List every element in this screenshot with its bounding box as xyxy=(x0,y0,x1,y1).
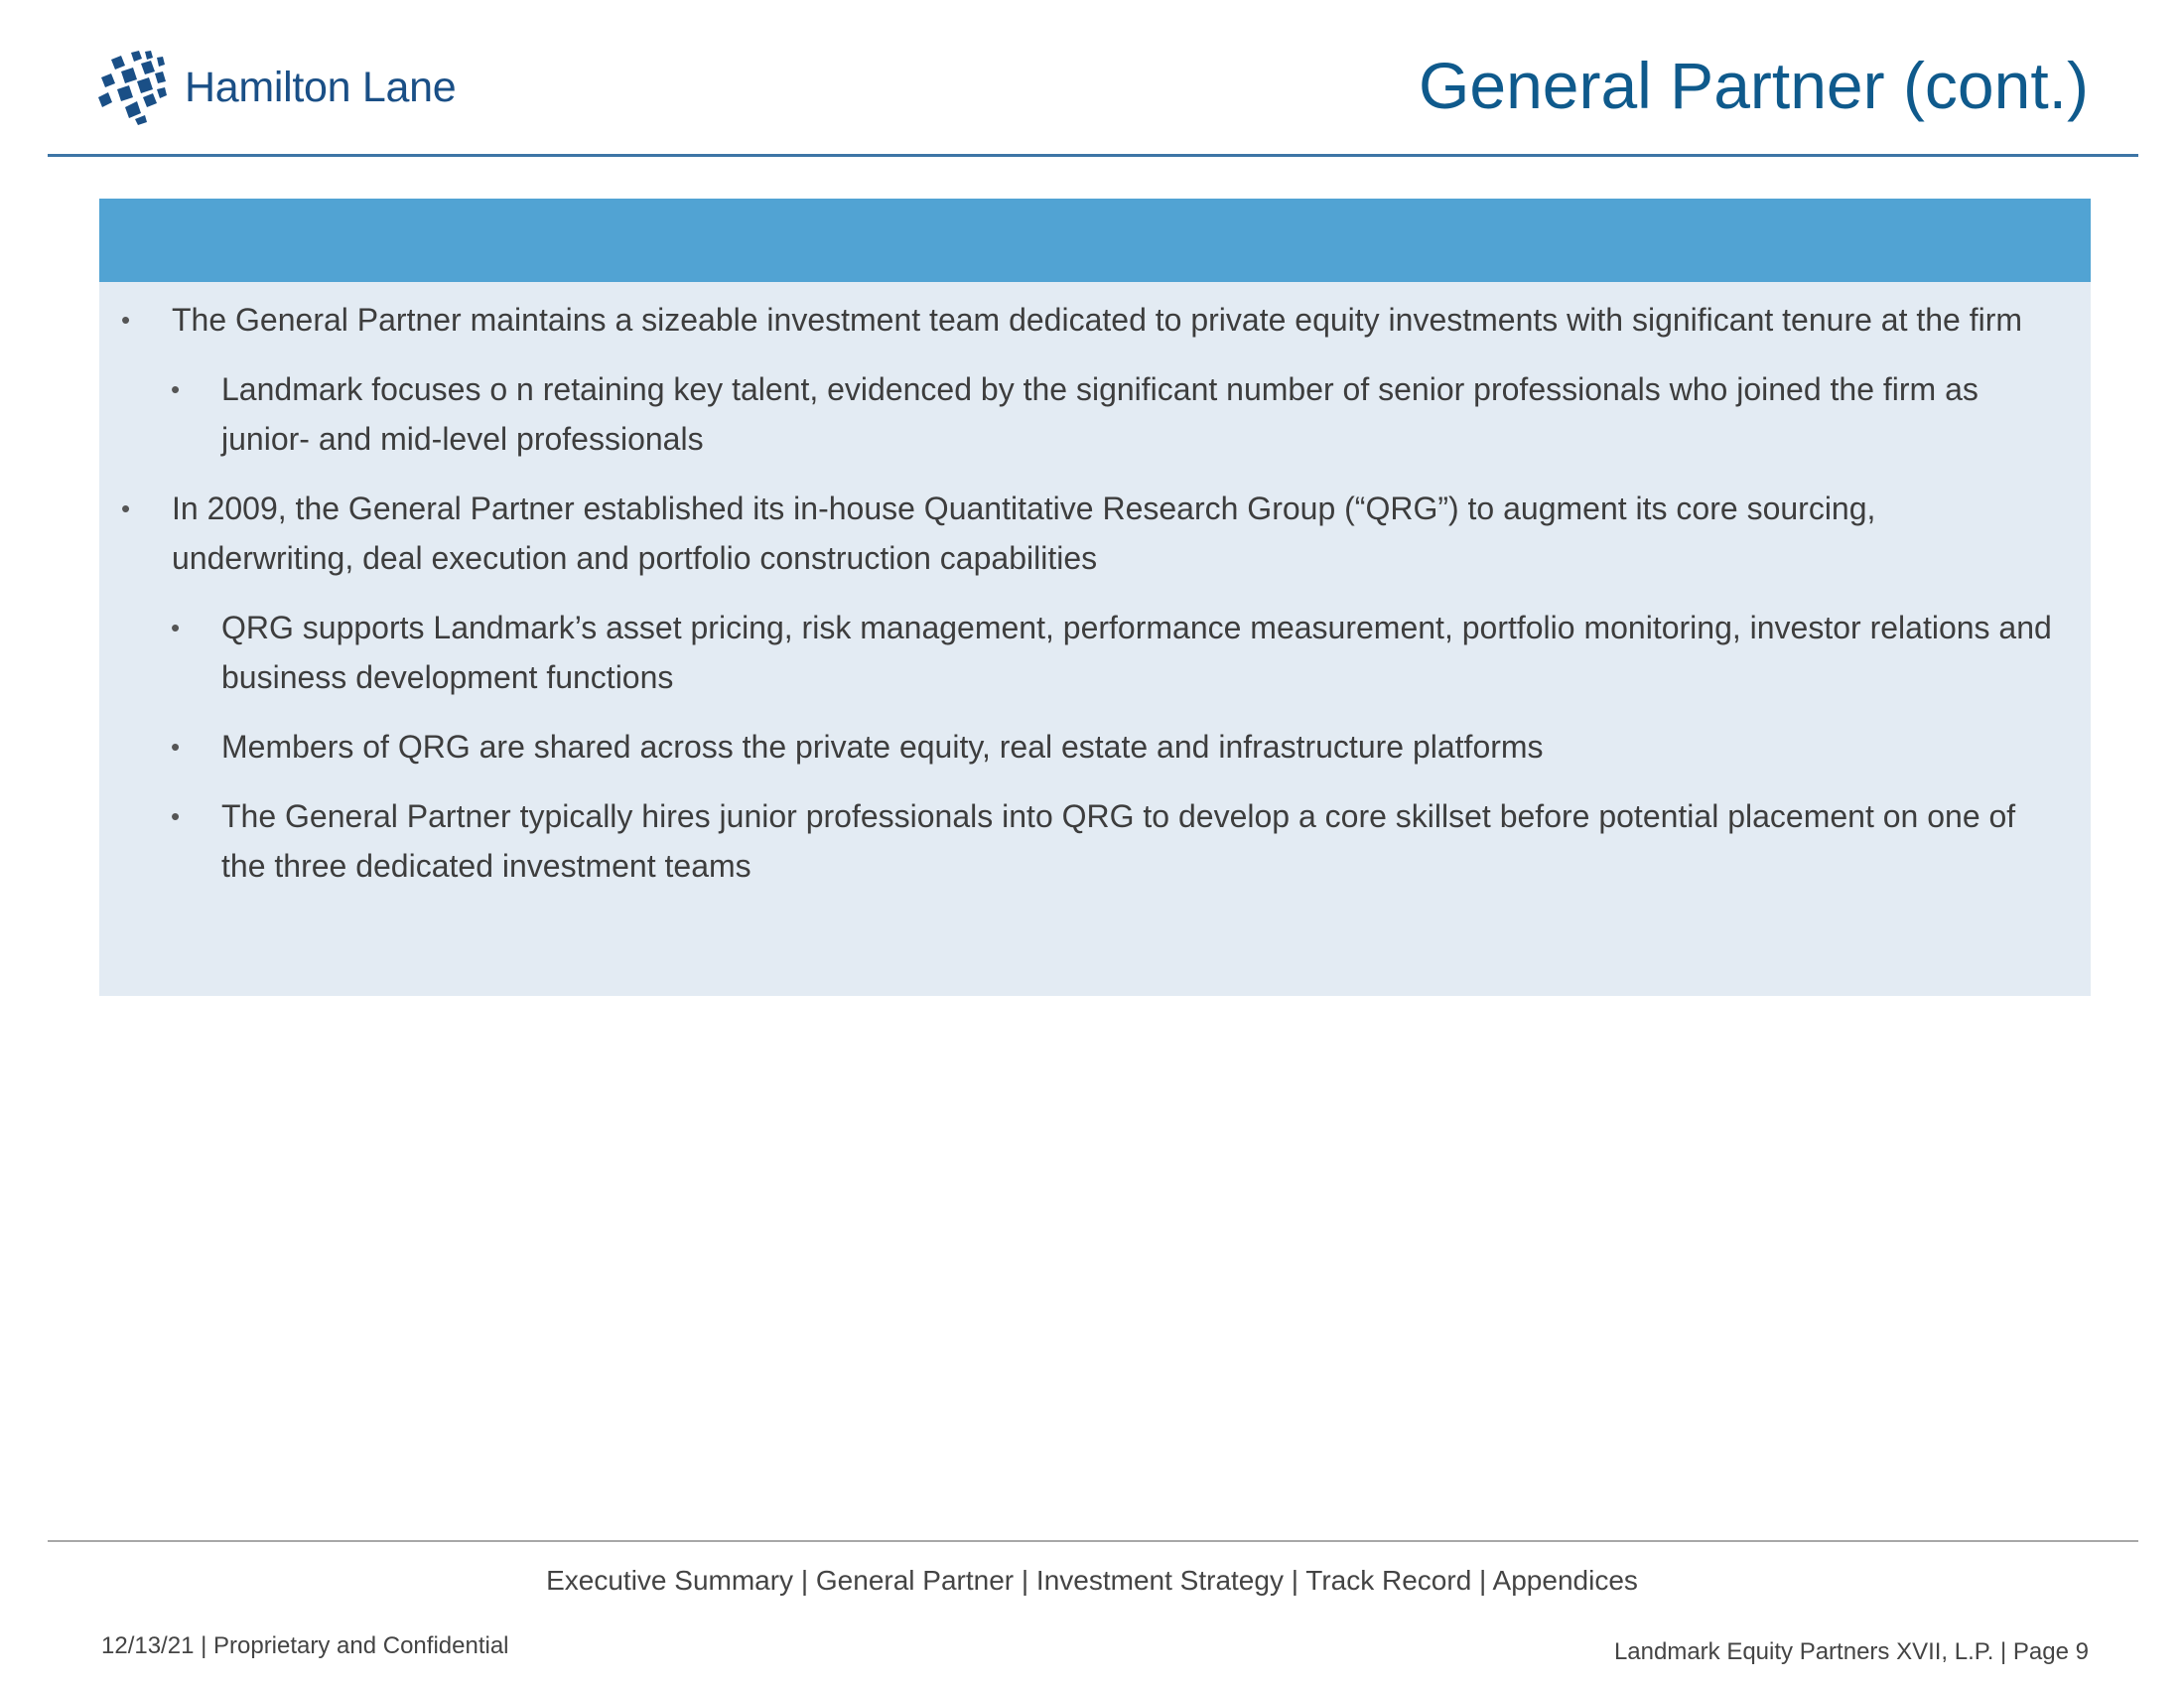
hamilton-lane-logo-icon xyxy=(97,50,169,125)
bullet-text: The General Partner maintains a sizeable investment team dedicated to private equity investments with significant tenure at the firm xyxy=(172,302,2023,338)
sub-bullet-item xyxy=(99,603,2091,702)
bullet-icon: • xyxy=(121,493,131,523)
bullet-icon: • xyxy=(121,305,131,335)
bullet-text: QRG supports Landmark’s asset pricing, risk management, performance measurement, portfolio monitoring, investor relations and business development functions xyxy=(221,610,2052,695)
bullet-icon: • xyxy=(171,374,181,404)
logo-wordmark: Hamilton Lane xyxy=(185,63,457,111)
page-title: General Partner (cont.) xyxy=(1419,49,2089,122)
bullet-list xyxy=(99,295,2091,911)
footer-date-confidential: 12/13/21 | Proprietary and Confidential xyxy=(101,1632,509,1659)
content-panel xyxy=(99,199,2091,996)
bullet-item xyxy=(99,484,2091,583)
bullet-icon: • xyxy=(171,801,181,831)
bullet-text: In 2009, the General Partner established its in-house Quantitative Research Group (“QRG”) to augment its core sourcing, underwriting, deal execution and portfolio construction capabilities xyxy=(172,491,1876,576)
footer-divider xyxy=(48,1540,2138,1542)
sub-bullet-item xyxy=(99,722,2091,772)
sub-bullet-item xyxy=(99,364,2091,464)
bullet-text: Members of QRG are shared across the private equity, real estate and infrastructure platforms xyxy=(221,729,1544,765)
footer-page-info: Landmark Equity Partners XVII, L.P. | Page 9 xyxy=(1613,1638,2089,1665)
panel-header-bar xyxy=(99,199,2091,282)
bullet-text: Landmark focuses o n retaining key talent, evidenced by the significant number of senior professionals who joined the firm as junior- and mid-level professionals xyxy=(221,371,1979,457)
bullet-icon: • xyxy=(171,732,181,762)
sub-bullet-item xyxy=(99,791,2091,891)
header-divider xyxy=(48,154,2138,157)
bullet-icon: • xyxy=(171,613,181,642)
footer-section-nav: Executive Summary | General Partner | Investment Strategy | Track Record | Appendices xyxy=(546,1565,1638,1596)
company-logo xyxy=(97,50,456,125)
bullet-item xyxy=(99,295,2091,345)
bullet-text: The General Partner typically hires junior professionals into QRG to develop a core skillset before potential placement on one of the three dedicated investment teams xyxy=(221,798,2016,884)
